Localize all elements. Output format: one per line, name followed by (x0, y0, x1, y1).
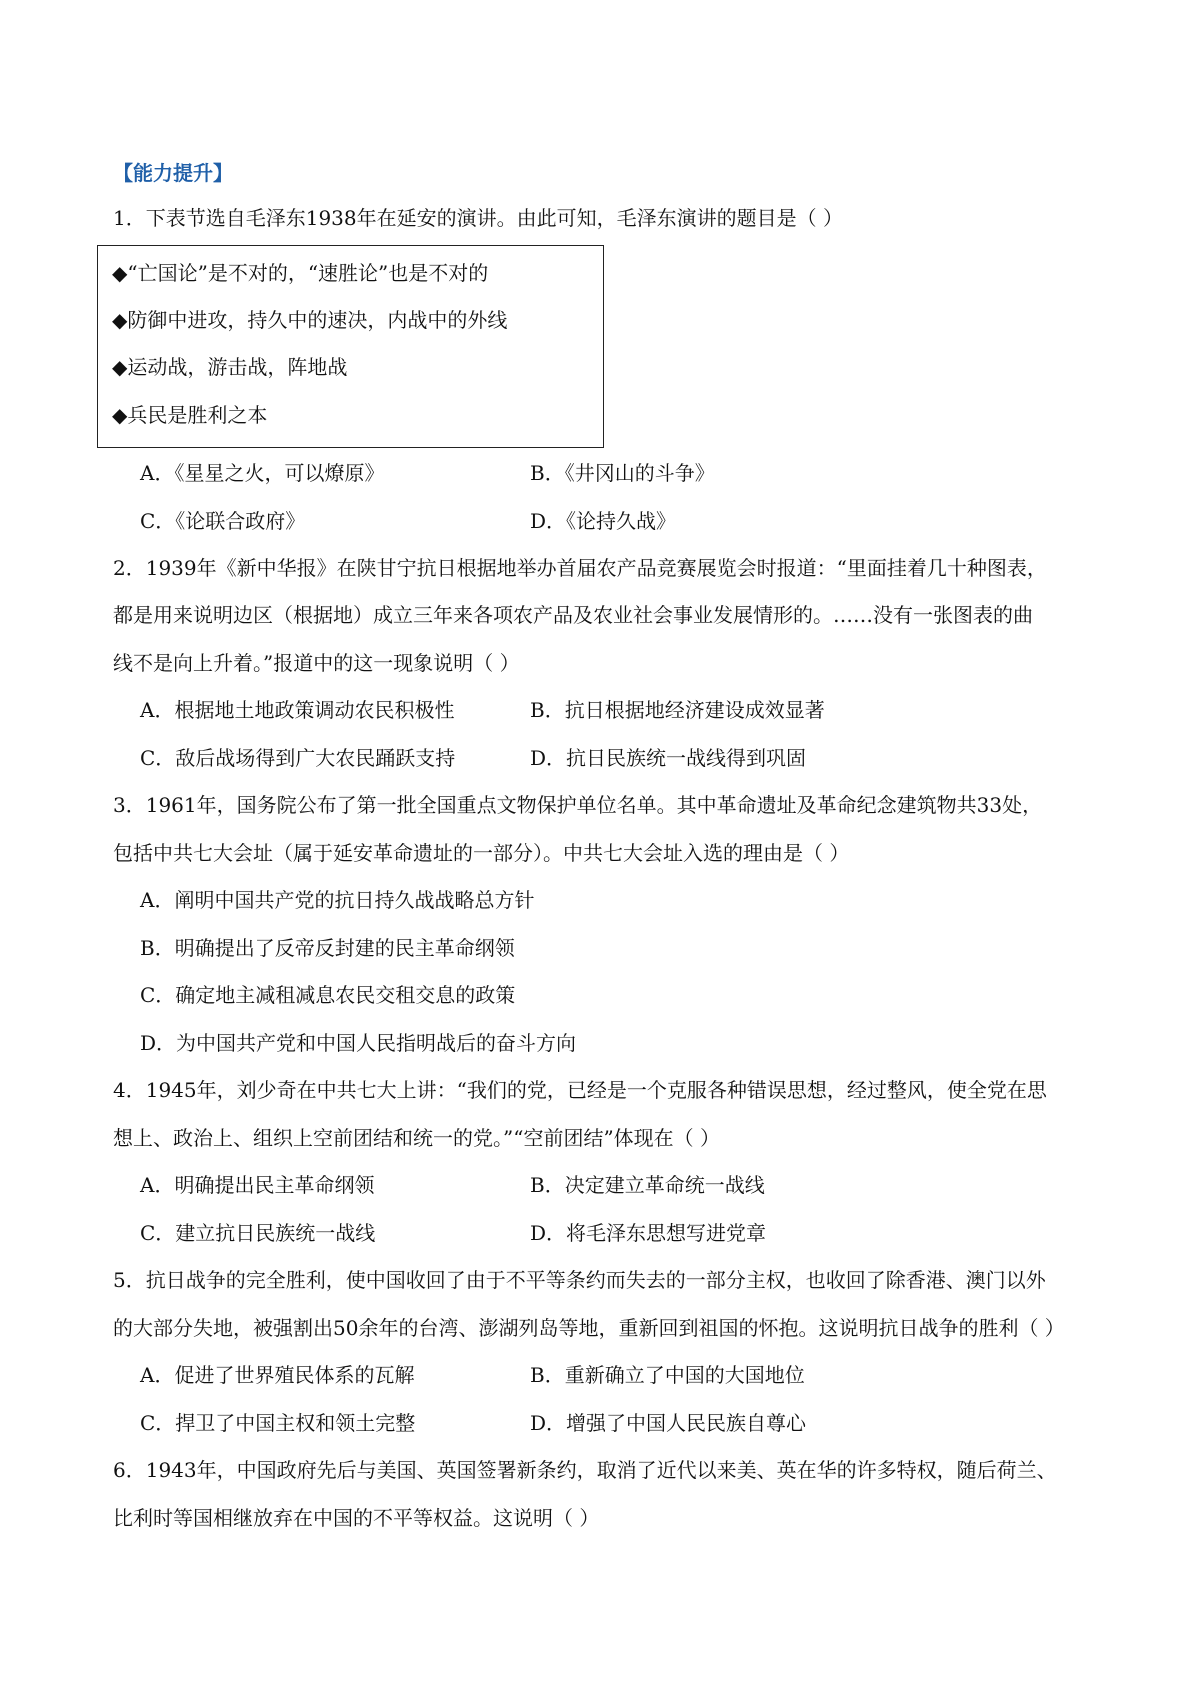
section-title: 【能力提升】 (113, 161, 233, 185)
question-2-option-d: D．抗日民族统一战线得到巩固 (530, 746, 807, 770)
question-4-option-a: A．明确提出民主革命纲领 (140, 1173, 375, 1197)
question-1-option-c: C．《论联合政府》 (140, 509, 306, 533)
question-3-option-d: D．为中国共产党和中国人民指明战后的奋斗方向 (140, 1031, 577, 1055)
question-3-stem-line-2: 包括中共七大会址（属于延安革命遗址的一部分）。中共七大会址入选的理由是（ ） (113, 841, 850, 865)
question-1-option-a: A．《星星之火，可以燎原》 (140, 461, 385, 485)
question-4-option-c: C．建立抗日民族统一战线 (140, 1221, 376, 1245)
question-2-stem-line-1: 2．1939年《新中华报》在陕甘宁抗日根据地举办首届农产品竞赛展览会时报道：“里面挂着几十种图表， (113, 556, 1047, 580)
question-5-stem-line-2: 的大部分失地，被强割出50余年的台湾、澎湖列岛等地，重新回到祖国的怀抱。这说明抗日战争的胜利（ ） (113, 1316, 1065, 1340)
question-4-stem-line-2: 想上、政治上、组织上空前团结和统一的党。”“空前团结”体现在（ ） (113, 1126, 721, 1150)
question-4-option-d: D．将毛泽东思想写进党章 (530, 1221, 767, 1245)
question-5-option-c: C．捍卫了中国主权和领土完整 (140, 1411, 416, 1435)
question-5-option-a: A．促进了世界殖民体系的瓦解 (140, 1363, 415, 1387)
question-2-option-b: B．抗日根据地经济建设成效显著 (530, 698, 825, 722)
question-3-option-a: A．阐明中国共产党的抗日持久战战略总方针 (140, 888, 535, 912)
question-3-stem-line-1: 3．1961年，国务院公布了第一批全国重点文物保护单位名单。其中革命遗址及革命纪念建筑物共33处， (113, 793, 1043, 817)
question-5-option-b: B．重新确立了中国的大国地位 (530, 1363, 805, 1387)
question-5-option-d: D．增强了中国人民民族自尊心 (530, 1411, 807, 1435)
question-5-stem-line-1: 5．抗日战争的完全胜利，使中国收回了由于不平等条约而失去的一部分主权，也收回了除香港、澳门以外 (113, 1268, 1046, 1292)
question-2-option-c: C．敌后战场得到广大农民踊跃支持 (140, 746, 456, 770)
quote-line-1: ◆“亡国论”是不对的，“速胜论”也是不对的 (112, 261, 489, 285)
question-1-stem: 1．下表节选自毛泽东1938年在延安的演讲。由此可知，毛泽东演讲的题目是（ ） (113, 206, 843, 230)
question-1-option-d: D．《论持久战》 (530, 509, 677, 533)
quote-line-3: ◆运动战，游击战，阵地战 (112, 355, 348, 379)
question-2-option-a: A．根据地土地政策调动农民积极性 (140, 698, 455, 722)
question-4-option-b: B．决定建立革命统一战线 (530, 1173, 765, 1197)
quote-line-4: ◆兵民是胜利之本 (112, 403, 268, 427)
question-2-stem-line-2: 都是用来说明边区（根据地）成立三年来各项农产品及农业社会事业发展情形的。……没有一张图表的曲 (113, 603, 1033, 627)
question-3-option-b: B．明确提出了反帝反封建的民主革命纲领 (140, 936, 515, 960)
quote-line-2: ◆防御中进攻，持久中的速决，内战中的外线 (112, 308, 508, 332)
question-6-stem-line-2: 比利时等国相继放弃在中国的不平等权益。这说明（ ） (113, 1506, 600, 1530)
question-4-stem-line-1: 4．1945年，刘少奇在中共七大上讲：“我们的党，已经是一个克服各种错误思想，经过整风，使全党在思 (113, 1078, 1047, 1102)
question-6-stem-line-1: 6．1943年，中国政府先后与美国、英国签署新条约，取消了近代以来美、英在华的许多特权，随后荷兰、 (113, 1458, 1057, 1482)
question-3-option-c: C．确定地主减租减息农民交租交息的政策 (140, 983, 516, 1007)
question-1-option-b: B．《井冈山的斗争》 (530, 461, 715, 485)
quote-box (97, 245, 604, 448)
question-2-stem-line-3: 线不是向上升着。”报道中的这一现象说明（ ） (113, 651, 520, 675)
